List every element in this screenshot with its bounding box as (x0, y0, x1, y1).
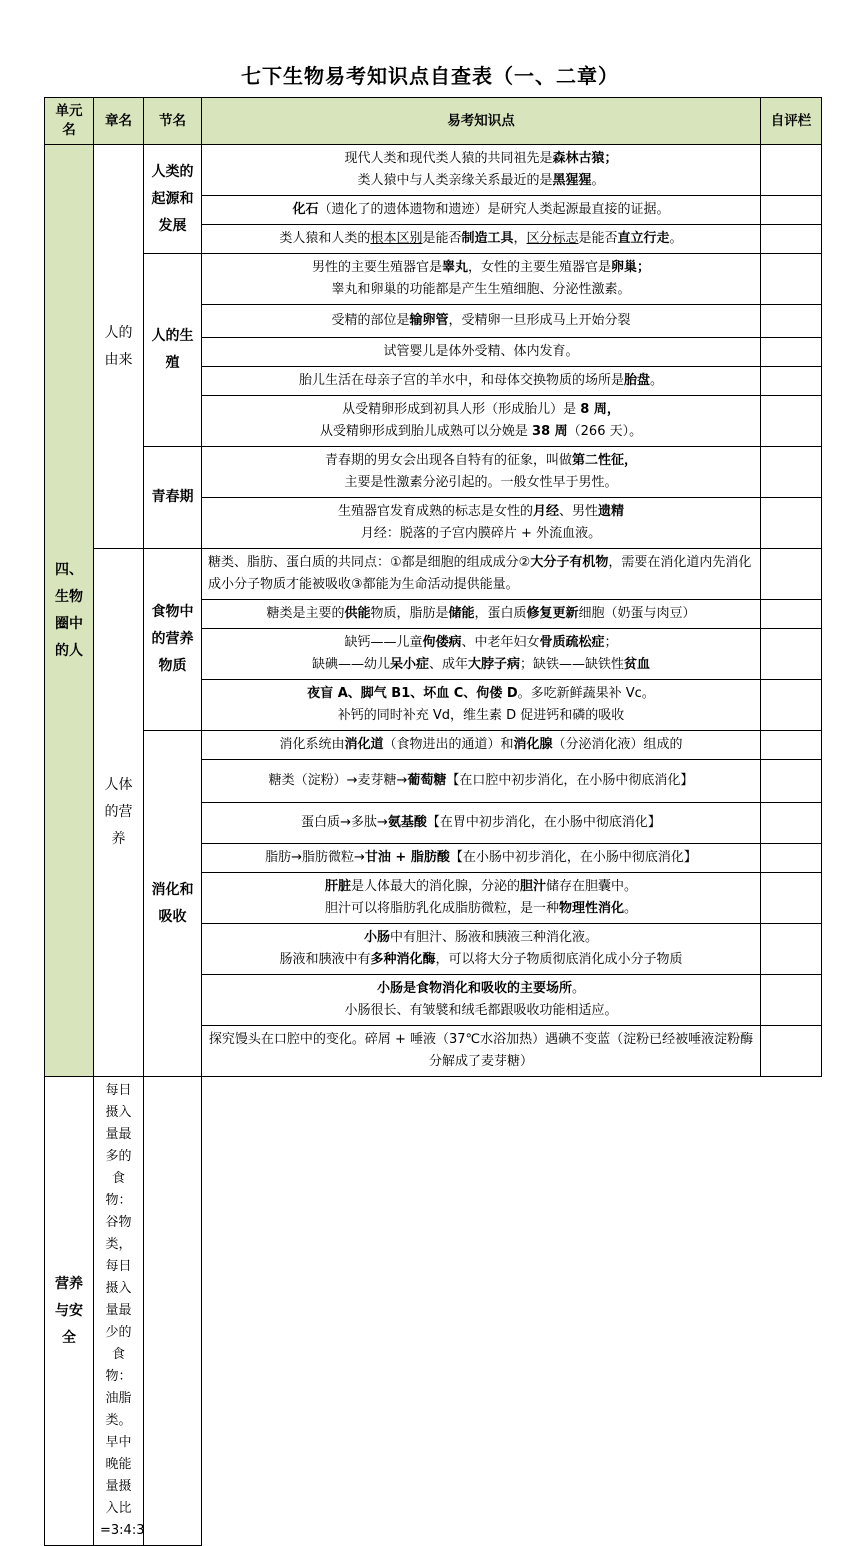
text: ，蛋白质 (474, 606, 527, 621)
text: ； (604, 635, 618, 650)
underlined-text: 根本区别 (370, 231, 423, 246)
text: 、中老年妇女 (461, 635, 540, 650)
text: 胆汁可以将脂肪乳化成脂肪微粒，是一种 (324, 901, 559, 916)
self-eval-cell[interactable] (761, 873, 822, 924)
self-eval-cell[interactable] (761, 305, 822, 338)
text: ，女性的主要生殖器官是 (468, 260, 612, 275)
self-eval-cell[interactable] (761, 196, 822, 225)
self-eval-cell[interactable] (761, 498, 822, 549)
self-eval-cell[interactable] (761, 447, 822, 498)
keyword: 储能 (448, 606, 475, 621)
keyword: 修复更新 (526, 606, 579, 621)
text: ，可以将大分子物质彻底消化成小分子物质 (435, 952, 683, 967)
text: 胎儿生活在母亲子宫的羊水中，和母体交换物质的场所是 (298, 373, 624, 388)
text: 物质，脂肪是 (370, 606, 449, 621)
keyword: 消化腺 (513, 737, 553, 752)
header-chapter: 章名 (94, 98, 144, 145)
keyword: 森林古猿； (552, 151, 618, 166)
knowledge-cell (202, 844, 761, 873)
text: 。多吃新鲜蔬果补 Vc。 (517, 686, 655, 701)
text: 。 (669, 231, 683, 246)
unit-name: 四、生物圈中的人 (45, 145, 94, 1077)
knowledge-cell (202, 760, 761, 803)
text: 是能否 (422, 231, 462, 246)
keyword: 肝脏 (324, 879, 351, 894)
text: ， (513, 231, 527, 246)
text: 【在口腔中初步消化，在小肠中彻底消化】 (446, 773, 694, 788)
table-row (45, 731, 822, 760)
self-eval-cell[interactable] (761, 367, 822, 396)
section-name: 人的生殖 (144, 254, 202, 447)
text: 缺碘——幼儿 (311, 657, 390, 672)
keyword: 葡萄糖 (407, 773, 447, 788)
knowledge-cell (202, 225, 761, 254)
text: 蛋白质→多肽→ (301, 815, 388, 830)
keyword: 遗精 (598, 504, 625, 519)
text: 脂肪→脂肪微粒→ (265, 850, 365, 865)
keyword: 8 周， (580, 402, 620, 417)
keyword: 胎盘 (623, 373, 650, 388)
keyword: 化石 (292, 202, 319, 217)
knowledge-cell: 试管婴儿是体外受精、体内发育。 (202, 338, 761, 367)
text: ，需要在消化道内先消化成小分子物质才能被吸收③都能为生命活动提供能量。 (208, 555, 752, 592)
keyword: 小肠 (363, 930, 390, 945)
keyword: 多种消化酶 (370, 952, 436, 967)
section-name: 食物中的营养物质 (144, 549, 202, 731)
text: 。 (624, 901, 638, 916)
table-row (45, 447, 822, 498)
keyword: 胆汁 (520, 879, 547, 894)
header-unit: 单元名 (45, 98, 94, 145)
keyword: 卵巢； (611, 260, 651, 275)
table-row (45, 1077, 822, 1546)
keyword: 输卵管 (409, 313, 449, 328)
knowledge-cell (202, 731, 761, 760)
self-eval-cell[interactable] (761, 629, 822, 680)
text: 中有胆汁、肠液和胰液三种消化液。 (390, 930, 599, 945)
table-row (45, 145, 822, 196)
text: 是能否 (578, 231, 618, 246)
text: 消化系统由 (279, 737, 345, 752)
keyword: 甘油 + 脂肪酸 (364, 850, 450, 865)
keyword: 月经 (532, 504, 559, 519)
text: 【在胃中初步消化，在小肠中彻底消化】 (426, 815, 661, 830)
text: 。 (591, 173, 605, 188)
keyword: 小肠是食物消化和吸收的主要场所 (376, 981, 572, 996)
keyword: 大脖子病 (468, 657, 521, 672)
self-eval-cell[interactable] (761, 254, 822, 305)
knowledge-cell (202, 396, 761, 447)
keyword: 消化道 (344, 737, 384, 752)
table-row (45, 549, 822, 600)
header-row (45, 98, 822, 145)
underlined-text: 区分标志 (526, 231, 579, 246)
self-eval-cell[interactable] (761, 549, 822, 600)
self-eval-cell[interactable] (761, 975, 822, 1026)
text: 青春期的男女会出现各自特有的征象，叫做 (324, 453, 572, 468)
text: 储存在胆囊中。 (546, 879, 638, 894)
text: 生殖器官发育成熟的标志是女性的 (337, 504, 533, 519)
text: 现代人类和现代类人猿的共同祖先是 (344, 151, 553, 166)
knowledge-table (44, 97, 822, 1546)
text: 、成年 (428, 657, 468, 672)
text: 肠液和胰液中有 (279, 952, 371, 967)
text: 糖类（淀粉）→麦芽糖→ (268, 773, 408, 788)
keyword: 38 周 (532, 424, 568, 439)
text: 糖类是主要的 (266, 606, 345, 621)
self-eval-cell[interactable] (761, 680, 822, 731)
knowledge-cell (202, 975, 761, 1026)
text: 细胞（奶蛋与肉豆） (578, 606, 696, 621)
text: 男性的主要生殖器官是 (311, 260, 442, 275)
knowledge-cell (202, 447, 761, 498)
keyword: 呆小症 (389, 657, 429, 672)
knowledge-cell (202, 254, 761, 305)
keyword: 睾丸 (441, 260, 468, 275)
text: 是人体最大的消化腺，分泌的 (350, 879, 520, 894)
text: 、男性 (559, 504, 599, 519)
self-eval-cell[interactable] (761, 600, 822, 629)
text: （分泌消化液）组成的 (552, 737, 683, 752)
text: 早中晚能量摄入比=3:4:3 (100, 1435, 145, 1538)
text: 主要是性激素分泌引起的。一般女性早于男性。 (344, 475, 618, 490)
text: 类人猿中与人类亲缘关系最近的是 (357, 173, 553, 188)
text: 【在小肠中初步消化，在小肠中彻底消化】 (449, 850, 697, 865)
chapter-name: 人体的营养 (94, 549, 144, 1077)
knowledge-cell (94, 1077, 144, 1546)
knowledge-cell (202, 803, 761, 844)
text: 睾丸和卵巢的功能都是产生生殖细胞、分泌性激素。 (331, 282, 631, 297)
keyword: 物理性消化 (558, 901, 624, 916)
section-name: 青春期 (144, 447, 202, 549)
keyword: 制造工具 (461, 231, 514, 246)
keyword: 佝偻病 (422, 635, 462, 650)
section-name: 营养与安全 (45, 1077, 94, 1546)
keyword: 夜盲 A、脚气 B1、坏血 C、佝偻 D (307, 686, 518, 701)
knowledge-cell (202, 873, 761, 924)
chapter-name: 人的由来 (94, 145, 144, 549)
keyword: 骨质疏松症 (539, 635, 605, 650)
text: ；缺铁——缺铁性 (520, 657, 625, 672)
text: 。 (650, 373, 664, 388)
keyword: 贫血 (624, 657, 651, 672)
self-eval-cell[interactable] (761, 145, 822, 196)
text: 月经：脱落的子宫内膜碎片 + 外流血液。 (360, 526, 602, 541)
text: （遗化了的遗体遗物和遗迹）是研究人类起源最直接的证据。 (318, 202, 670, 217)
page-title: 七下生物易考知识点自查表（一、二章） (241, 64, 619, 88)
self-eval-cell[interactable] (144, 1077, 202, 1546)
self-eval-cell[interactable] (761, 760, 822, 803)
knowledge-cell: 探究馒头在口腔中的变化。碎屑 + 唾液（37℃水浴加热）遇碘不变蓝（淀粉已经被唾液淀粉酶分解成了麦芽糖） (202, 1026, 761, 1077)
self-eval-cell[interactable] (761, 844, 822, 873)
text: 从受精卵形成到初具人形（形成胎儿）是 (342, 402, 581, 417)
text: 缺钙——儿童 (344, 635, 423, 650)
self-eval-cell[interactable] (761, 803, 822, 844)
knowledge-cell (202, 498, 761, 549)
self-eval-cell[interactable] (761, 225, 822, 254)
text: （266 天）。 (567, 424, 643, 439)
text: 补钙的同时补充 Vd，维生素 D 促进钙和磷的吸收 (337, 708, 625, 723)
section-name: 消化和吸收 (144, 731, 202, 1077)
text: ，受精卵一旦形成马上开始分裂 (448, 313, 631, 328)
knowledge-cell (202, 549, 761, 600)
text: 每日摄入量最多的食物：谷物类，每日摄入量最少的食物：油脂类。 (105, 1083, 132, 1428)
knowledge-cell (202, 367, 761, 396)
keyword: 第二性征， (572, 453, 638, 468)
knowledge-cell (202, 305, 761, 338)
header-section: 节名 (144, 98, 202, 145)
keyword: 氨基酸 (387, 815, 427, 830)
keyword: 大分子有机物 (530, 555, 609, 570)
self-eval-cell[interactable] (761, 396, 822, 447)
text: 受精的部位是 (331, 313, 410, 328)
keyword: 供能 (344, 606, 371, 621)
text: 小肠很长、有皱襞和绒毛都跟吸收功能相适应。 (344, 1003, 618, 1018)
text: 从受精卵形成到胎儿成熟可以分娩是 (319, 424, 533, 439)
knowledge-cell (202, 680, 761, 731)
self-eval-cell[interactable] (761, 731, 822, 760)
knowledge-cell (202, 196, 761, 225)
text: 。 (572, 981, 586, 996)
text: 类人猿和人类的 (279, 231, 371, 246)
knowledge-cell (202, 145, 761, 196)
knowledge-cell (202, 629, 761, 680)
text: 糖类、脂肪、蛋白质的共同点：①都是细胞的组成成分② (208, 555, 531, 570)
header-knowledge: 易考知识点 (202, 98, 761, 145)
text: （食物进出的通道）和 (383, 737, 514, 752)
self-eval-cell[interactable] (761, 338, 822, 367)
header-self-eval: 自评栏 (761, 98, 822, 145)
self-eval-cell[interactable] (761, 1026, 822, 1077)
keyword: 黑猩猩 (552, 173, 592, 188)
section-name: 人类的起源和发展 (144, 145, 202, 254)
knowledge-cell (202, 600, 761, 629)
table-row (45, 254, 822, 305)
keyword: 直立行走 (617, 231, 670, 246)
knowledge-cell (202, 924, 761, 975)
self-eval-cell[interactable] (761, 924, 822, 975)
